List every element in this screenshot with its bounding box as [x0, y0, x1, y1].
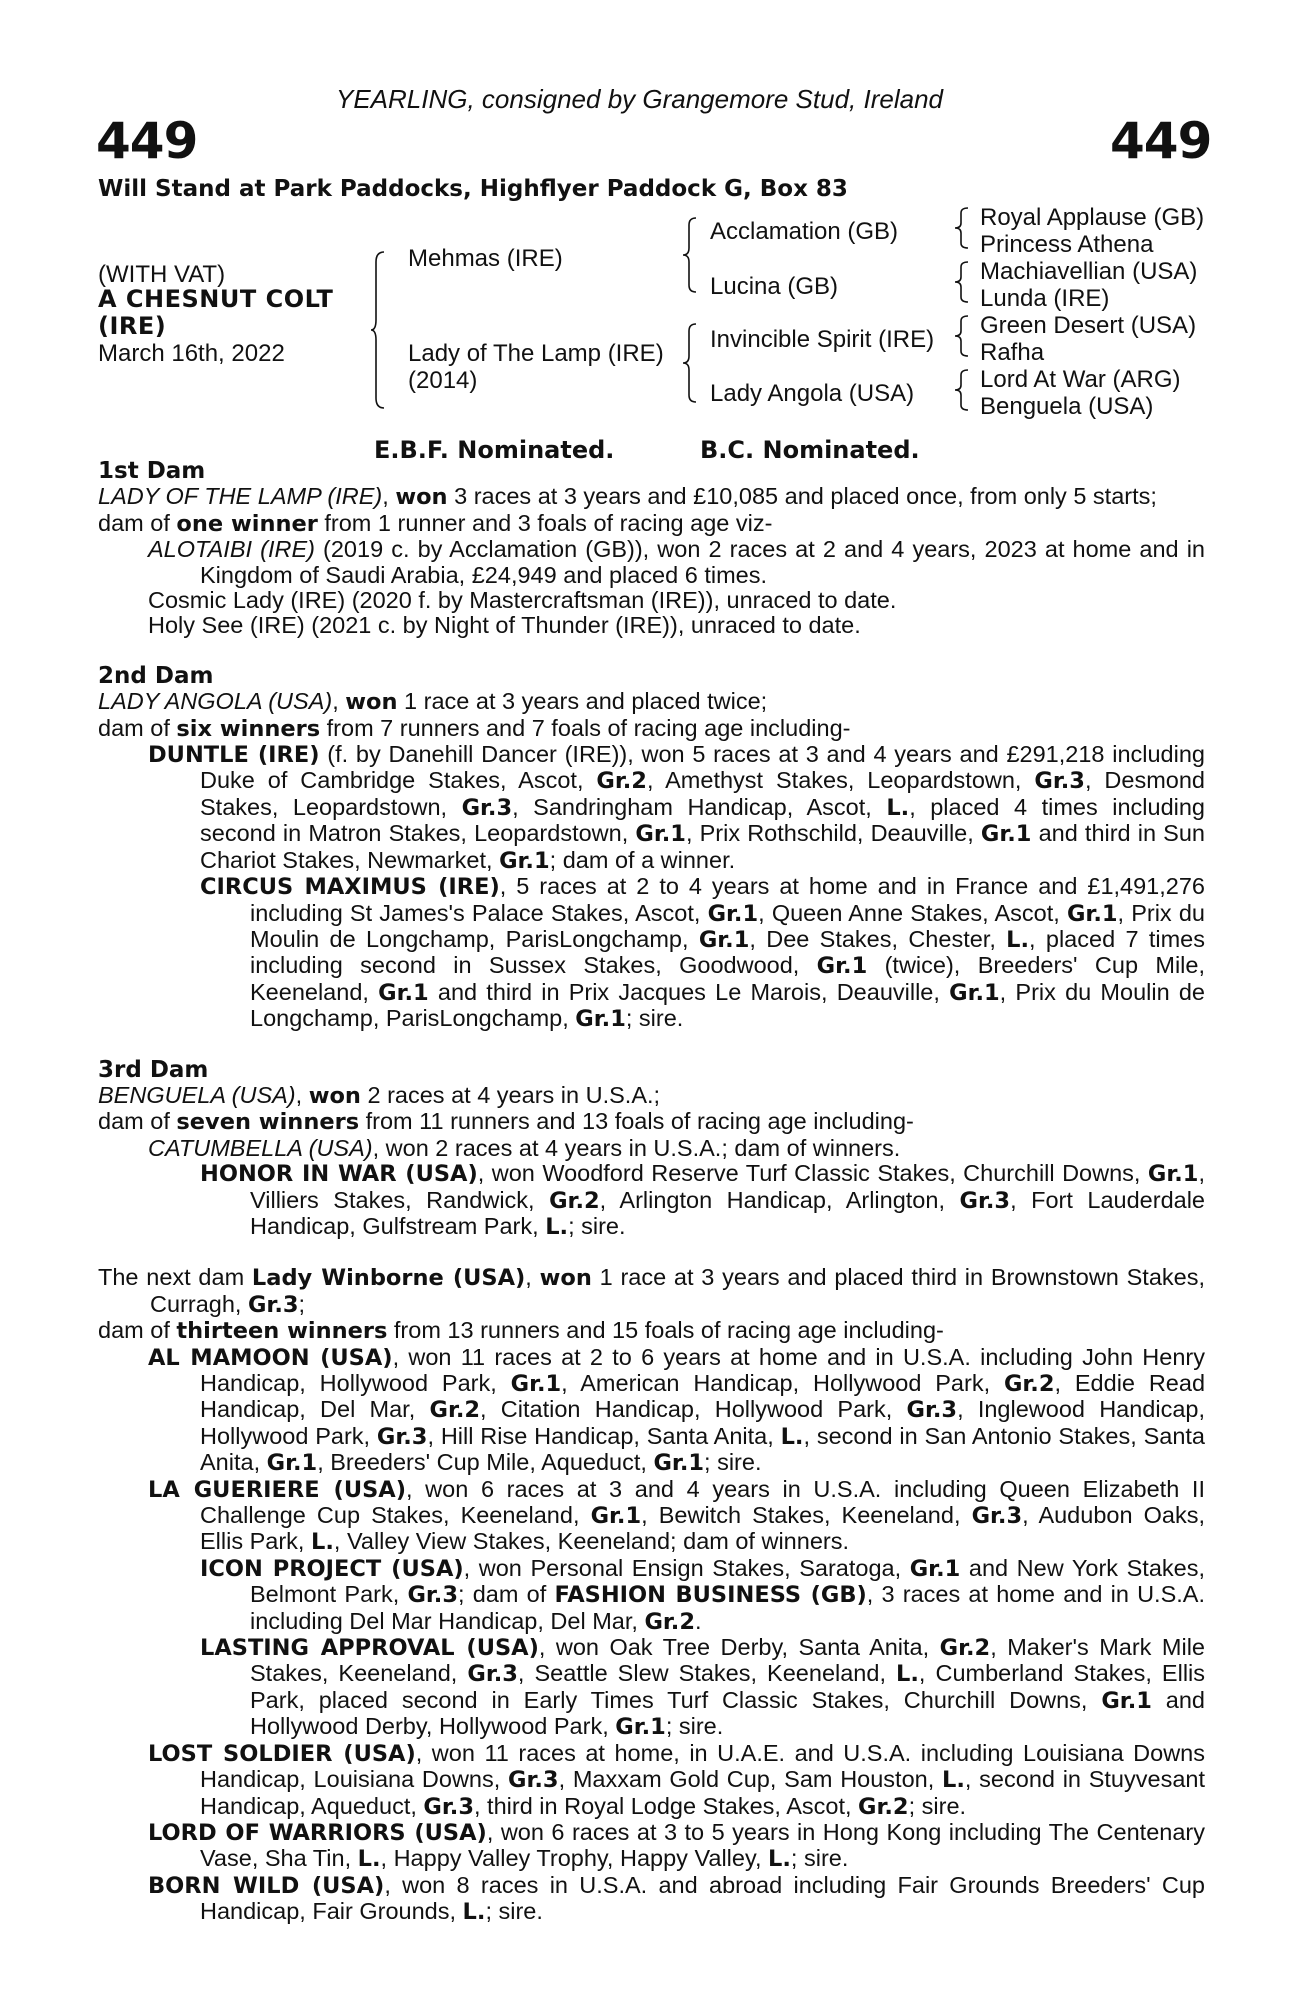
third-dam-produce-summary: dam of seven winners from 11 runners and 13 foals of racing age including-	[98, 1108, 914, 1136]
pedigree-g7: Lord At War (ARG)	[980, 366, 1181, 393]
pedigree-sire-sire: Acclamation (GB)	[710, 218, 899, 245]
first-dam-heading: 1st Dam	[98, 458, 206, 484]
pedigree-g8: Benguela (USA)	[980, 393, 1154, 420]
pedigree-g3: Machiavellian (USA)	[980, 258, 1198, 285]
lot-number-right: 449	[1110, 112, 1212, 170]
ebf-nomination: E.B.F. Nominated.	[374, 436, 615, 464]
pedigree-brace-dam	[682, 322, 698, 404]
pedigree-brace-sire	[682, 216, 698, 294]
produce-duntle: DUNTLE (IRE) (f. by Danehill Dancer (IRE)), won 5 races at 3 and 4 years and £291,218 including Duke of Cambridge Stakes, Ascot, Gr.2, Amethyst Stakes, Leopardstown, Gr.3, Desmond Stakes, Leopardstown, Gr.3, Sandringham Handicap, Ascot, L., placed 4 times including second in Matron Stakes, Leopardstown, Gr.1, Prix Rothschild, Deauville, Gr.1 and third in Sun Chariot Stakes, Newmarket, Gr.1; dam of a winner.	[148, 741, 1205, 874]
lot-number-left: 449	[96, 112, 198, 170]
foaling-date: March 16th, 2022	[98, 340, 285, 367]
produce-circus-maximus: CIRCUS MAXIMUS (IRE), 5 races at 2 to 4 years at home and in France and £1,491,276 including St James's Palace Stakes, Ascot, Gr.1, Queen Anne Stakes, Ascot, Gr.1, Prix du Moulin de Longchamp, ParisLongchamp, Gr.1, Dee Stakes, Chester, L., placed 7 times including second in Sussex Stakes, Goodwood, Gr.1 (twice), Breeders' Cup Mile, Keeneland, Gr.1 and third in Prix Jacques Le Marois, Deauville, Gr.1, Prix du Moulin de Longchamp, ParisLongchamp, Gr.1; sire.	[200, 873, 1205, 1033]
produce-honor-in-war: HONOR IN WAR (USA), won Woodford Reserve Turf Classic Stakes, Churchill Downs, Gr.1, Villiers Stakes, Randwick, Gr.2, Arlington Handicap, Arlington, Gr.3, Fort Lauderdale Handicap, Gulfstream Park, L.; sire.	[200, 1160, 1205, 1240]
second-dam-heading: 2nd Dam	[98, 662, 214, 689]
produce-cosmic-lady: Cosmic Lady (IRE) (2020 f. by Mastercraftsman (IRE)), unraced to date.	[148, 587, 897, 614]
produce-la-gueriere: LA GUERIERE (USA), won 6 races at 3 and 4 years in U.S.A. including Queen Elizabeth II Challenge Cup Stakes, Keeneland, Gr.1, Bewitch Stakes, Keeneland, Gr.3, Audubon Oaks, Ellis Park, L., Valley View Stakes, Keeneland; dam of winners.	[148, 1475, 1205, 1556]
second-dam-produce-summary: dam of six winners from 7 runners and 7 foals of racing age including-	[98, 714, 851, 742]
pedigree-sire-dam: Lucina (GB)	[710, 273, 839, 300]
catalogue-body	[98, 459, 1205, 1926]
first-dam-produce-summary: dam of one winner from 1 runner and 3 foals of racing age viz-	[98, 509, 773, 537]
lot-title-line1: A CHESNUT COLT	[98, 285, 334, 313]
produce-lost-soldier: LOST SOLDIER (USA), won 11 races at home, in U.A.E. and U.S.A. including Louisiana Downs Handicap, Louisiana Downs, Gr.3, Maxxam Gold Cup, Sam Houston, L., second in Stuyvesant Handicap, Aqueduct, Gr.3, third in Royal Lodge Stakes, Ascot, Gr.2; sire.	[148, 1739, 1205, 1820]
pedigree-brace-g3	[954, 314, 970, 358]
first-dam-record: LADY OF THE LAMP (IRE), won 3 races at 3 years and £10,085 and placed once, from only 5 starts;	[98, 483, 1157, 511]
produce-lasting-approval: LASTING APPROVAL (USA), won Oak Tree Derby, Santa Anita, Gr.2, Maker's Mark Mile Stakes, Keeneland, Gr.3, Seattle Slew Stakes, Keeneland, L., Cumberland Stakes, Ellis Park, placed second in Early Times Turf Classic Stakes, Churchill Downs, Gr.1 and Hollywood Derby, Hollywood Park, Gr.1; sire.	[200, 1634, 1206, 1741]
consignment-header: YEARLING, consigned by Grangemore Stud, Ireland	[336, 84, 943, 114]
stand-location: Will Stand at Park Paddocks, Highflyer Paddock G, Box 83	[98, 176, 848, 202]
produce-holy-see: Holy See (IRE) (2021 c. by Night of Thunder (IRE)), unraced to date.	[148, 612, 861, 639]
produce-born-wild: BORN WILD (USA), won 8 races in U.S.A. and abroad including Fair Grounds Breeders' Cup Handicap, Fair Grounds, L.; sire.	[148, 1871, 1205, 1926]
pedigree-brace-g1	[954, 206, 970, 250]
lot-title-line2: (IRE)	[98, 312, 167, 340]
pedigree-g1: Royal Applause (GB)	[980, 204, 1205, 231]
produce-alotaibi: ALOTAIBI (IRE) (2019 c. by Acclamation (GB)), won 2 races at 2 and 4 years, 2023 at home and in Kingdom of Saudi Arabia, £24,949 and placed 6 times.	[148, 536, 1205, 588]
pedigree-sire: Mehmas (IRE)	[408, 245, 563, 272]
pedigree-g4: Lunda (IRE)	[980, 285, 1110, 312]
second-dam-record: LADY ANGOLA (USA), won 1 race at 3 years and placed twice;	[98, 688, 768, 716]
next-dam-record: The next dam Lady Winborne (USA), won 1 race at 3 years and placed third in Brownstown Stakes, Curragh, Gr.3;	[98, 1264, 1205, 1318]
pedigree-dam-year: (2014)	[408, 367, 478, 394]
pedigree-dam-dam: Lady Angola (USA)	[710, 380, 915, 407]
produce-icon-project: ICON PROJECT (USA), won Personal Ensign Stakes, Saratoga, Gr.1 and New York Stakes, Belmont Park, Gr.3; dam of FASHION BUSINESS (GB), 3 races at home and in U.S.A. including Del Mar Handicap, Del Mar, Gr.2.	[200, 1554, 1205, 1635]
pedigree-g5: Green Desert (USA)	[980, 312, 1197, 339]
third-dam-heading: 3rd Dam	[98, 1056, 209, 1083]
bc-nomination: B.C. Nominated.	[700, 436, 920, 464]
produce-catumbella: CATUMBELLA (USA), won 2 races at 4 years in U.S.A.; dam of winners.	[148, 1134, 901, 1161]
pedigree-g2: Princess Athena	[980, 231, 1154, 258]
produce-lord-of-warriors: LORD OF WARRIORS (USA), won 6 races at 3 to 5 years in Hong Kong including The Centenary Vase, Sha Tin, L., Happy Valley Trophy, Happy Valley, L.; sire.	[148, 1818, 1205, 1873]
produce-al-mamoon: AL MAMOON (USA), won 11 races at 2 to 6 years at home and in U.S.A. including John Henry Handicap, Hollywood Park, Gr.1, American Handicap, Hollywood Park, Gr.2, Eddie Read Handicap, Del Mar, Gr.2, Citation Handicap, Hollywood Park, Gr.3, Inglewood Handicap, Hollywood Park, Gr.3, Hill Rise Handicap, Santa Anita, L., second in San Antonio Stakes, Santa Anita, Gr.1, Breeders' Cup Mile, Aqueduct, Gr.1; sire.	[148, 1343, 1206, 1477]
pedigree-dam-sire: Invincible Spirit (IRE)	[710, 326, 935, 353]
vat-note: (WITH VAT)	[98, 261, 226, 288]
pedigree-brace-g2	[954, 260, 970, 304]
pedigree-brace-main	[370, 250, 386, 410]
pedigree-g6: Rafha	[980, 339, 1045, 366]
pedigree-brace-g4	[954, 368, 970, 412]
third-dam-record: BENGUELA (USA), won 2 races at 4 years in U.S.A.;	[98, 1081, 661, 1109]
pedigree-dam: Lady of The Lamp (IRE)	[408, 340, 664, 367]
next-dam-produce-summary: dam of thirteen winners from 13 runners and 15 foals of racing age including-	[98, 1317, 944, 1345]
